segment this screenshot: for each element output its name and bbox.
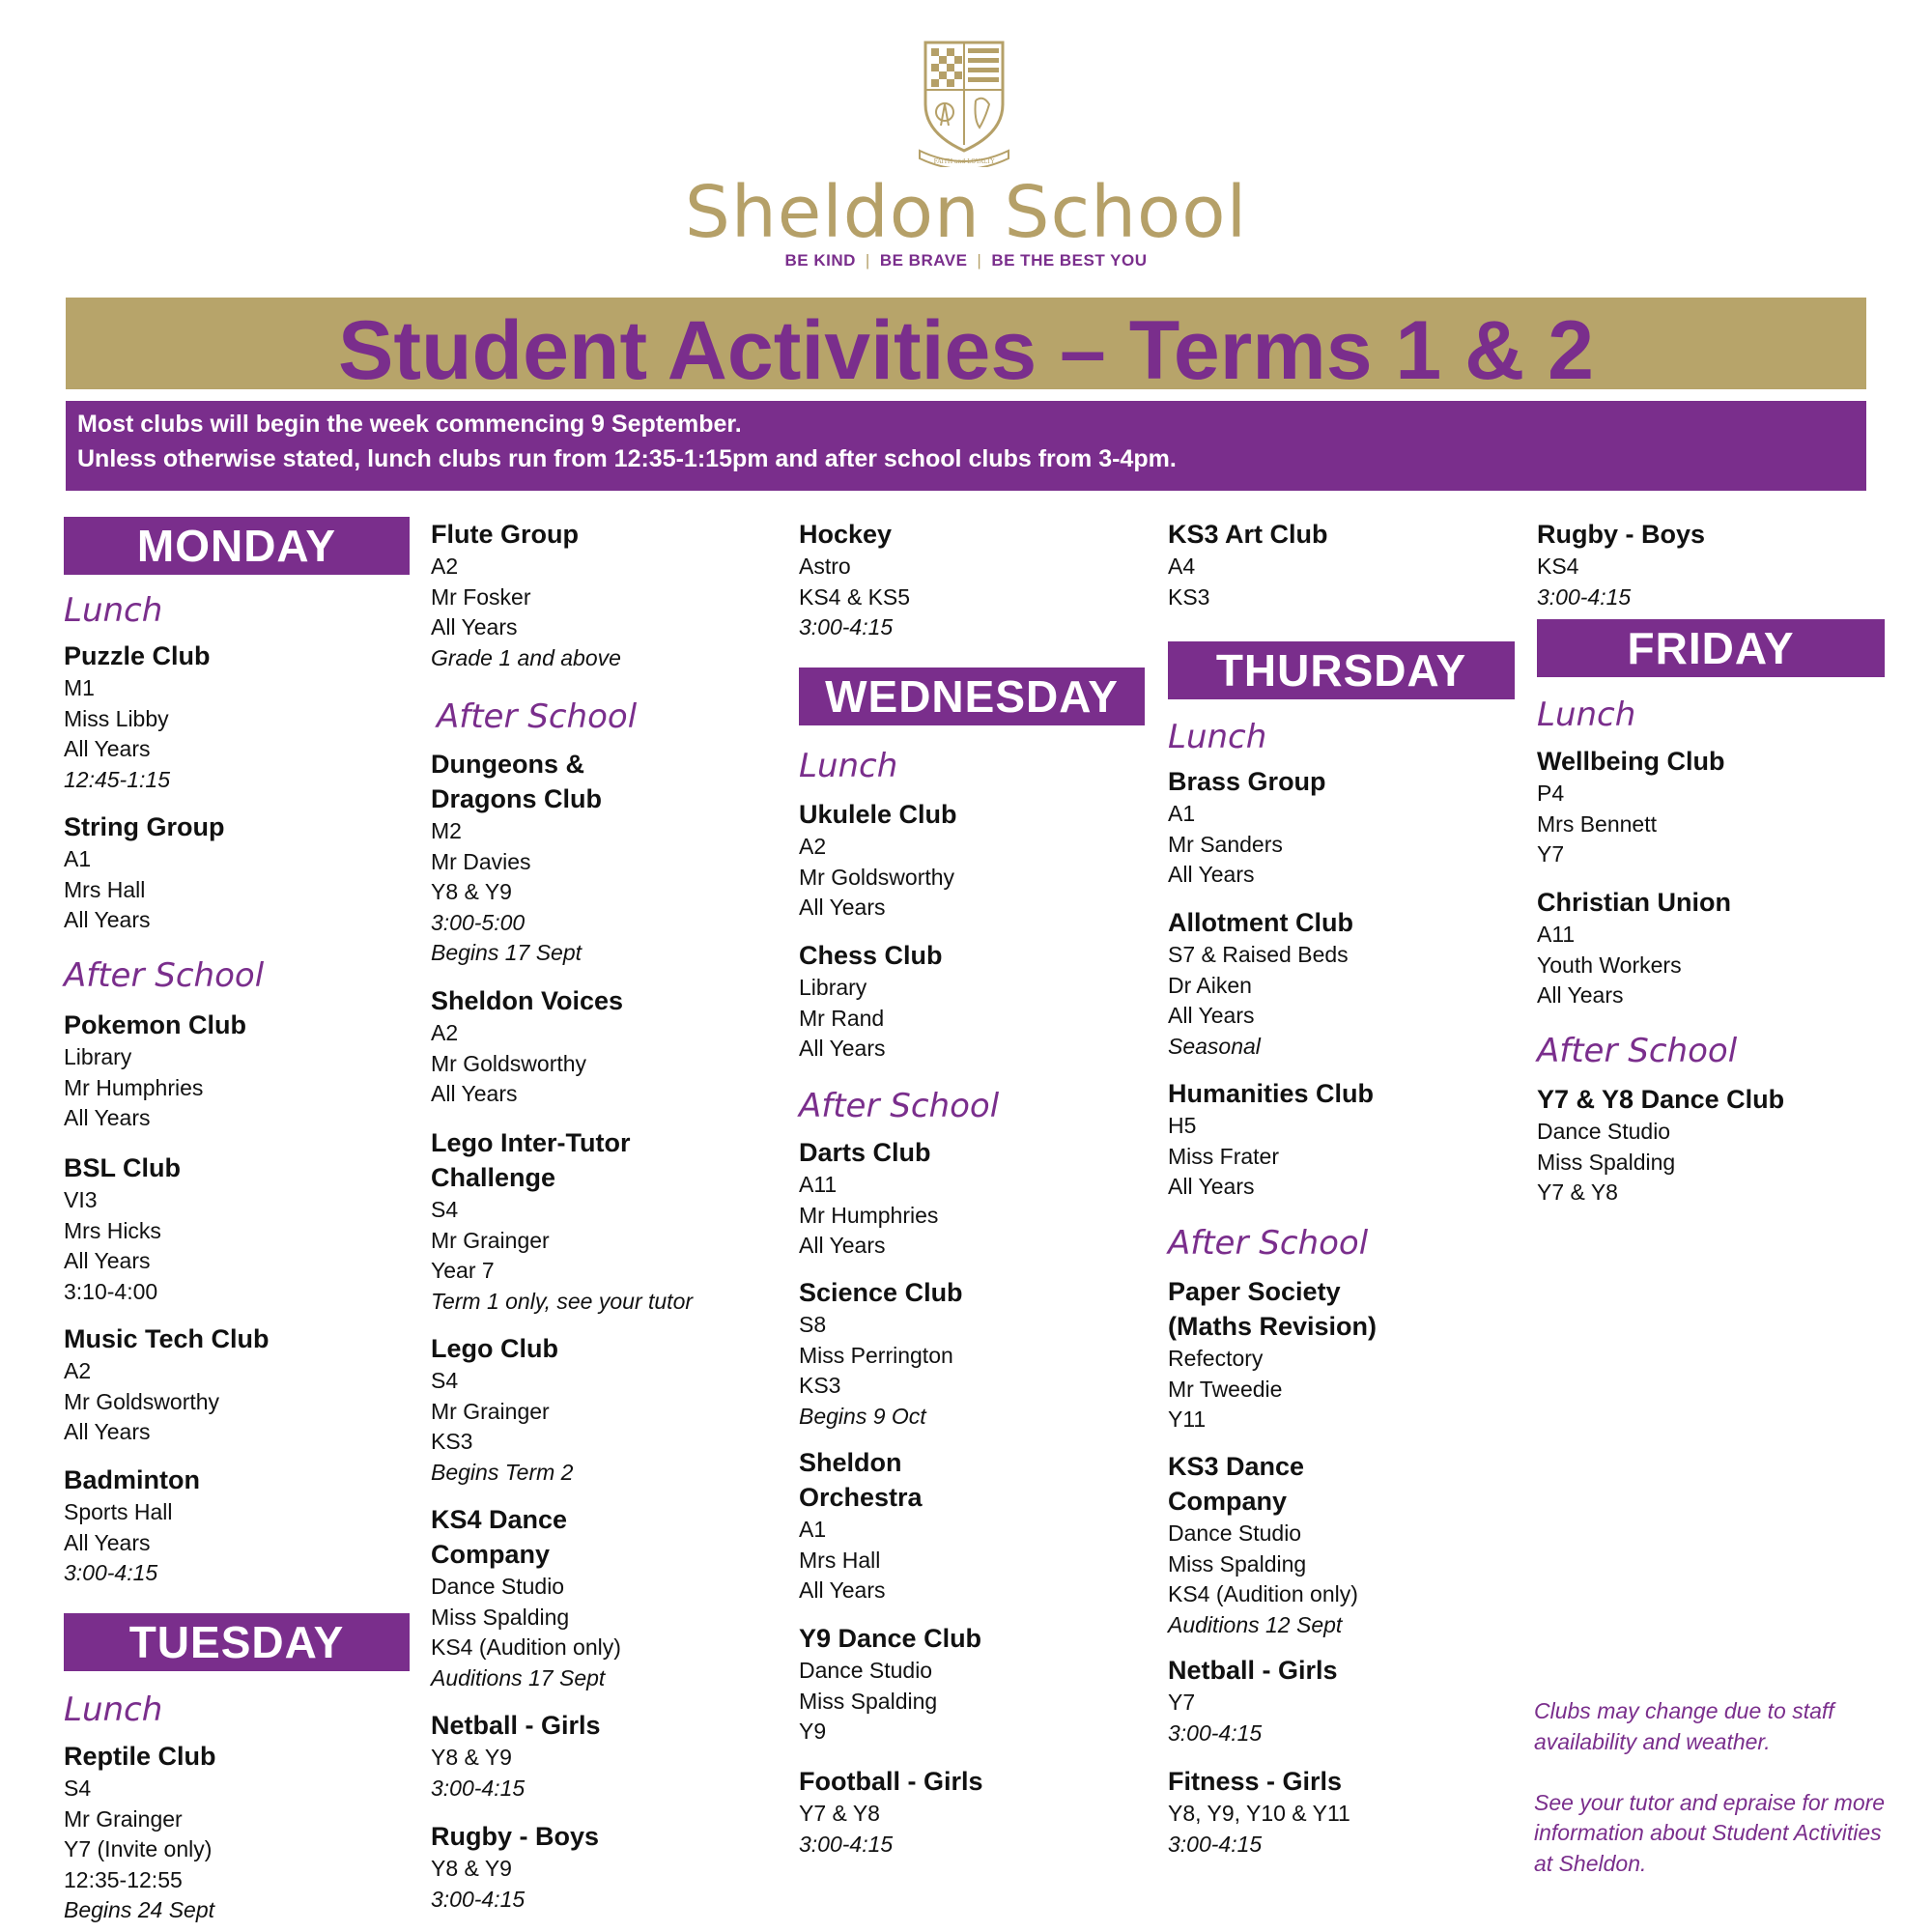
club-name: Christian Union <box>1537 888 1731 917</box>
school-motto: BE KIND | BE BRAVE | BE THE BEST YOU <box>784 251 1148 270</box>
club-time: 12:35-12:55 <box>64 1866 183 1892</box>
school-name: Sheldon School <box>684 171 1248 254</box>
club-years: Y7 <box>1537 841 1565 867</box>
section-after-school-monday: After School <box>64 956 265 995</box>
club-name-cont: Dragons Club <box>431 784 603 813</box>
club-years: Y8 & Y9 <box>431 1745 512 1770</box>
club-time: 3:10-4:00 <box>64 1278 158 1304</box>
club-name: Paper Society <box>1168 1277 1341 1306</box>
club-name: Lego Club <box>431 1334 558 1363</box>
club-years: Y11 <box>1168 1406 1207 1432</box>
club-name: Hockey <box>799 520 893 549</box>
club-years: Y8, Y9, Y10 & Y11 <box>1168 1801 1350 1826</box>
club-name: Chess Club <box>799 941 943 970</box>
club-room: A4 <box>1168 554 1196 579</box>
club-pokemon <box>64 1008 392 1134</box>
club-room: S8 <box>799 1312 827 1337</box>
motto-brave: BE BRAVE <box>879 251 968 270</box>
section-after-school-tuesday: After School <box>437 697 638 736</box>
club-paper-society <box>1168 1274 1496 1435</box>
club-room: A2 <box>64 1358 92 1383</box>
club-staff: Mr Grainger <box>64 1805 183 1832</box>
motto-kind: BE KIND <box>784 251 856 270</box>
club-staff: Mr Humphries <box>799 1202 939 1228</box>
day-header-tuesday: TUESDAY <box>64 1613 410 1671</box>
club-christian-union <box>1537 885 1865 1011</box>
club-room: P4 <box>1537 781 1565 806</box>
club-rugby-tuesday <box>431 1819 759 1915</box>
club-room: A2 <box>431 1020 459 1045</box>
section-after-school-friday: After School <box>1537 1032 1738 1070</box>
club-name: Sheldon Voices <box>431 986 624 1015</box>
club-name: Rugby - Boys <box>431 1822 600 1851</box>
club-wellbeing <box>1537 744 1865 870</box>
club-staff: Mr Goldsworthy <box>799 864 955 890</box>
page-header <box>0 0 1932 290</box>
club-years: KS4 <box>1537 554 1579 579</box>
club-staff: Mr Davies <box>431 848 531 874</box>
info-line-2: Unless otherwise stated, lunch clubs run from 12:35-1:15pm and after school clubs from 3-4pm. <box>77 445 1177 472</box>
club-y7-y8-dance <box>1537 1082 1865 1208</box>
club-name: KS3 Art Club <box>1168 520 1328 549</box>
club-room: S7 & Raised Beds <box>1168 942 1349 967</box>
section-after-school-thursday: After School <box>1168 1224 1369 1263</box>
club-years: All Years <box>799 1577 886 1603</box>
club-sheldon-voices <box>431 983 759 1110</box>
club-note: 3:00-4:15 <box>1537 583 1632 610</box>
club-note: Begins Term 2 <box>431 1459 574 1485</box>
club-name: KS3 Dance <box>1168 1452 1305 1481</box>
club-name: Science Club <box>799 1278 963 1307</box>
club-years: All Years <box>799 895 886 920</box>
club-room: Dance Studio <box>1168 1520 1302 1546</box>
club-years: Y7 & Y8 <box>799 1801 880 1826</box>
club-years: Y7 <box>1168 1690 1196 1715</box>
club-brass <box>1168 764 1496 891</box>
club-room: A11 <box>1537 922 1576 947</box>
club-staff: Dr Aiken <box>1168 972 1252 998</box>
club-staff: Mrs Bennett <box>1537 810 1657 837</box>
club-flute <box>431 517 759 673</box>
club-years: KS4 (Audition only) <box>1168 1581 1358 1606</box>
club-fitness-girls <box>1168 1764 1496 1860</box>
club-ks3-art <box>1168 517 1496 612</box>
title-banner <box>66 298 1866 397</box>
club-years: Y7 (Invite only) <box>64 1836 213 1861</box>
club-name: KS4 Dance <box>431 1505 568 1534</box>
club-years: All Years <box>64 1529 151 1555</box>
club-staff: Miss Spalding <box>1537 1149 1676 1175</box>
club-room: Sports Hall <box>64 1499 173 1524</box>
club-string <box>64 810 392 936</box>
club-time: 3:00-5:00 <box>431 909 526 935</box>
club-football-girls <box>799 1764 1127 1860</box>
club-years: All Years <box>431 614 518 639</box>
club-name: BSL Club <box>64 1153 181 1182</box>
section-lunch-wednesday: Lunch <box>799 747 898 785</box>
club-room: Dance Studio <box>799 1658 933 1683</box>
club-years: Y8 & Y9 <box>431 879 512 904</box>
club-note: Term 1 only, see your tutor <box>431 1288 694 1314</box>
club-netball-tuesday <box>431 1708 759 1804</box>
club-note: Auditions 12 Sept <box>1168 1611 1343 1637</box>
club-name: Y9 Dance Club <box>799 1624 982 1653</box>
club-netball-thursday <box>1168 1653 1496 1748</box>
club-years: All Years <box>799 1233 886 1258</box>
club-note: Seasonal <box>1168 1033 1261 1059</box>
club-note: 3:00-4:15 <box>799 614 894 639</box>
club-y9-dance <box>799 1621 1127 1747</box>
club-name: Ukulele Club <box>799 800 957 829</box>
club-puzzle <box>64 639 392 795</box>
club-staff: Mr Tweedie <box>1168 1376 1283 1402</box>
club-staff: Miss Perrington <box>799 1342 953 1368</box>
club-years: All Years <box>64 1105 151 1130</box>
club-note: Begins 17 Sept <box>431 940 582 965</box>
club-name: Puzzle Club <box>64 641 211 670</box>
club-room: S4 <box>431 1368 459 1393</box>
club-room: Dance Studio <box>431 1574 565 1599</box>
club-note: 3:00-4:15 <box>799 1831 894 1857</box>
club-darts <box>799 1135 1127 1262</box>
club-note: 3:00-4:15 <box>1168 1719 1263 1746</box>
club-name-cont: Challenge <box>431 1163 556 1192</box>
club-hockey <box>799 517 1127 643</box>
club-name: Badminton <box>64 1465 200 1494</box>
club-music-tech <box>64 1321 392 1448</box>
club-room: Refectory <box>1168 1346 1264 1371</box>
club-name: Wellbeing Club <box>1537 747 1725 776</box>
club-staff: Mr Rand <box>799 1005 885 1031</box>
club-years: KS3 <box>1168 583 1210 610</box>
club-room: Dance Studio <box>1537 1119 1671 1144</box>
school-crest-icon <box>916 37 1012 167</box>
club-badminton <box>64 1463 392 1589</box>
club-name: Rugby - Boys <box>1537 520 1706 549</box>
club-note: Auditions 17 Sept <box>431 1664 606 1690</box>
club-rugby-thursday <box>1537 517 1865 612</box>
club-name: Pokemon Club <box>64 1010 247 1039</box>
info-line-1: Most clubs will begin the week commencing 9 September. <box>77 411 742 438</box>
club-chess <box>799 938 1127 1065</box>
club-name: Reptile Club <box>64 1742 216 1771</box>
club-name: Lego Inter-Tutor <box>431 1128 631 1157</box>
club-note: Grade 1 and above <box>431 644 621 670</box>
club-room: Astro <box>799 554 851 579</box>
club-room: Library <box>799 975 867 1000</box>
motto-best: BE THE BEST YOU <box>991 251 1148 270</box>
section-lunch-thursday: Lunch <box>1168 718 1267 756</box>
club-years: Y8 & Y9 <box>431 1856 512 1881</box>
club-years: All Years <box>64 907 151 932</box>
day-header-thursday: THURSDAY <box>1168 641 1515 699</box>
section-lunch-tuesday: Lunch <box>64 1690 163 1729</box>
club-name: Fitness - Girls <box>1168 1767 1343 1796</box>
day-header-friday: FRIDAY <box>1537 619 1885 677</box>
club-staff: Mr Sanders <box>1168 831 1283 857</box>
club-name-cont: (Maths Revision) <box>1168 1312 1378 1341</box>
club-note: 3:00-4:15 <box>64 1560 158 1585</box>
club-room: A1 <box>799 1517 827 1542</box>
club-staff: Mr Goldsworthy <box>431 1050 587 1076</box>
club-name: Football - Girls <box>799 1767 983 1796</box>
club-reptile <box>64 1739 392 1926</box>
footer-note-1: Clubs may change due to staff availability and weather. <box>1534 1698 1834 1754</box>
club-room: A1 <box>64 846 92 871</box>
club-humanities <box>1168 1076 1496 1203</box>
club-staff: Mr Grainger <box>431 1398 550 1424</box>
section-lunch-monday: Lunch <box>64 591 163 630</box>
club-lego-inter-tutor <box>431 1125 759 1317</box>
club-staff: Mr Humphries <box>64 1074 204 1100</box>
club-years: All Years <box>1168 1174 1255 1199</box>
section-lunch-friday: Lunch <box>1537 696 1636 734</box>
club-years: All Years <box>64 736 151 761</box>
club-years: All Years <box>64 1248 151 1273</box>
club-note: 3:00-4:15 <box>431 1886 526 1912</box>
club-dungeons-dragons <box>431 747 759 969</box>
club-years: Y7 & Y8 <box>1537 1179 1618 1205</box>
club-name: Y7 & Y8 Dance Club <box>1537 1085 1785 1114</box>
club-note: 3:00-4:15 <box>1168 1831 1263 1857</box>
club-room: S4 <box>64 1776 92 1801</box>
club-name: String Group <box>64 812 225 841</box>
page-title: Student Activities – Terms 1 & 2 <box>338 304 1594 397</box>
club-note: 12:45-1:15 <box>64 766 170 792</box>
club-years: All Years <box>64 1419 151 1444</box>
club-years: All Years <box>1537 982 1624 1008</box>
club-note: Begins 9 Oct <box>799 1403 926 1429</box>
club-ukulele <box>799 797 1127 923</box>
club-name: Allotment Club <box>1168 908 1353 937</box>
club-name: Humanities Club <box>1168 1079 1375 1108</box>
club-room: VI3 <box>64 1187 98 1212</box>
club-staff: Miss Spalding <box>1168 1550 1307 1577</box>
club-name: Darts Club <box>799 1138 931 1167</box>
club-ks4-dance <box>431 1502 759 1693</box>
club-years: KS3 <box>431 1429 473 1454</box>
club-science <box>799 1275 1127 1432</box>
club-room: A11 <box>799 1172 838 1197</box>
club-years: KS4 & KS5 <box>799 583 911 610</box>
club-note: 3:00-4:15 <box>431 1775 526 1801</box>
club-allotment <box>1168 905 1496 1062</box>
club-room: H5 <box>1168 1113 1197 1138</box>
footer-note-2: See your tutor and epraise for more information about Student Activities at Sheldon. <box>1534 1789 1886 1876</box>
club-years: All Years <box>1168 1003 1255 1028</box>
club-staff: Youth Workers <box>1537 952 1682 978</box>
club-staff: Mr Fosker <box>431 583 531 610</box>
club-room: A2 <box>799 834 827 859</box>
section-after-school-wednesday: After School <box>799 1087 1000 1125</box>
club-staff: Mrs Hall <box>64 876 146 902</box>
club-room: S4 <box>431 1197 459 1222</box>
club-staff: Miss Frater <box>1168 1143 1279 1169</box>
club-staff: Miss Spalding <box>799 1688 938 1714</box>
club-room: M2 <box>431 818 462 843</box>
club-name: Netball - Girls <box>1168 1656 1338 1685</box>
club-sheldon-orchestra <box>799 1445 1127 1606</box>
club-years: All Years <box>799 1036 886 1061</box>
club-name: Music Tech Club <box>64 1324 270 1353</box>
club-staff: Mrs Hall <box>799 1547 881 1573</box>
club-name-cont: Orchestra <box>799 1483 923 1512</box>
club-name-cont: Company <box>431 1540 551 1569</box>
club-ks3-dance <box>1168 1449 1496 1640</box>
club-staff: Miss Spalding <box>431 1604 570 1630</box>
info-banner <box>66 401 1866 491</box>
crest-motto: FAITH and LOYALTY <box>933 158 995 165</box>
club-years: KS3 <box>799 1373 841 1398</box>
club-name: Sheldon <box>799 1448 902 1477</box>
club-room: Library <box>64 1044 132 1069</box>
day-header-wednesday: WEDNESDAY <box>799 668 1145 725</box>
club-name: Dungeons & <box>431 750 584 779</box>
club-staff: Mr Grainger <box>431 1227 550 1253</box>
club-years: All Years <box>1168 862 1255 887</box>
club-bsl <box>64 1151 392 1307</box>
club-years: All Years <box>431 1081 518 1106</box>
club-years: Year 7 <box>431 1258 495 1283</box>
club-staff: Mrs Hicks <box>64 1217 161 1243</box>
day-header-monday: MONDAY <box>64 517 410 575</box>
footer-note <box>1534 1696 1891 1910</box>
club-room: A2 <box>431 554 459 579</box>
club-name: Flute Group <box>431 520 579 549</box>
club-name-cont: Company <box>1168 1487 1288 1516</box>
club-room: M1 <box>64 675 95 700</box>
club-staff: Miss Libby <box>64 705 169 731</box>
club-lego <box>431 1331 759 1488</box>
club-room: A1 <box>1168 801 1196 826</box>
club-years: Y9 <box>799 1719 827 1744</box>
club-staff: Mr Goldsworthy <box>64 1388 220 1414</box>
club-name: Netball - Girls <box>431 1711 601 1740</box>
club-years: KS4 (Audition only) <box>431 1634 621 1660</box>
club-note: Begins 24 Sept <box>64 1897 215 1922</box>
club-name: Brass Group <box>1168 767 1326 796</box>
